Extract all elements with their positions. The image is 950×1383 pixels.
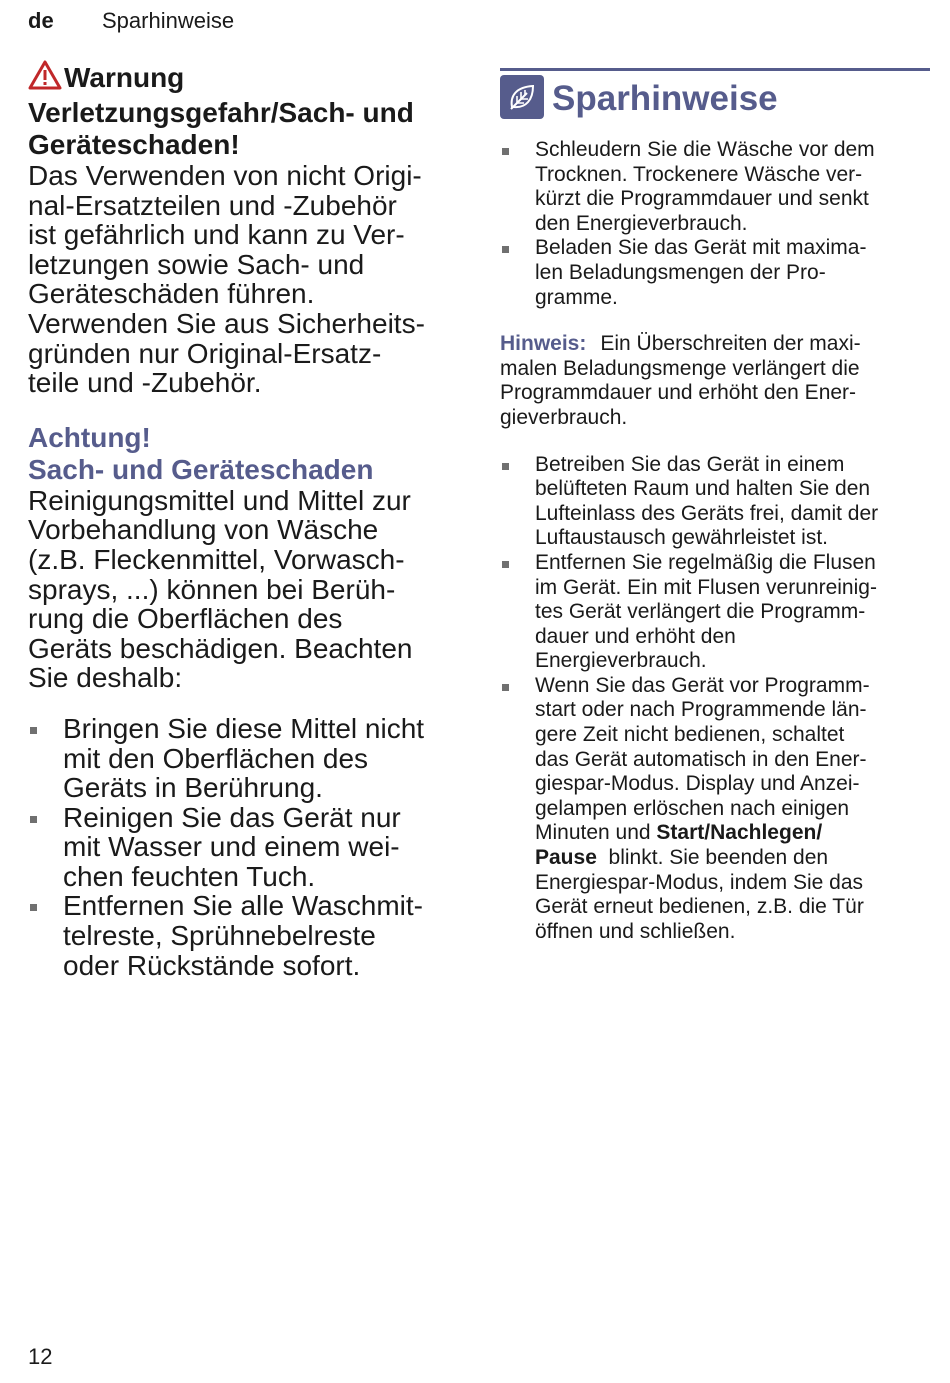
warning-heading xyxy=(28,60,468,161)
start-key-label: Start xyxy=(656,821,705,845)
text-line: Geräteschäden führen. xyxy=(28,278,315,310)
warning-text xyxy=(28,161,468,398)
text-line: Beladen Sie das Gerät mit maxima- xyxy=(535,236,867,260)
text-line: rung die Oberflächen des xyxy=(28,603,343,635)
text-line: Luftaustausch gewährleistet ist. xyxy=(535,526,828,550)
text-line: Gerät erneut bedienen, z.B. die Tür xyxy=(535,895,864,919)
text-line: chen feuchten Tuch. xyxy=(63,860,316,892)
section-heading xyxy=(500,68,930,121)
text-line: telreste, Sprühnebelreste xyxy=(63,920,376,952)
square-bullet-icon xyxy=(502,463,509,470)
list-item xyxy=(500,551,930,674)
text-line: (z.B. Fleckenmittel, Vorwasch- xyxy=(28,543,405,575)
language-code: de xyxy=(28,8,54,33)
text-line: Entfernen Sie regelmäßig die Flusen xyxy=(535,550,876,574)
text-line: ist gefährlich und kann zu Ver- xyxy=(28,219,405,251)
text-line: Sie deshalb: xyxy=(28,662,183,694)
text-line: mit Wasser und einem wei- xyxy=(63,831,400,863)
list-item xyxy=(500,236,930,310)
text-line: Lufteinlass des Geräts frei, damit der xyxy=(535,501,879,525)
warning-triangle-icon xyxy=(28,60,62,97)
slash: / xyxy=(704,821,711,845)
text-line: gere Zeit nicht bedienen, schaltet xyxy=(535,723,845,747)
text-line: Energiespar-Modus, indem Sie das xyxy=(535,870,864,894)
text-line: start oder nach Programmende län- xyxy=(535,698,867,722)
section-title: Sparhinweise xyxy=(552,79,778,118)
text-line: malen Beladungsmenge verlängert die xyxy=(500,356,860,380)
text-line: gieverbrauch. xyxy=(500,405,628,429)
square-bullet-icon xyxy=(502,561,509,568)
text-line: Entfernen Sie alle Waschmit- xyxy=(63,890,423,922)
caution-title: Achtung! xyxy=(28,421,151,453)
slash: / xyxy=(816,821,823,845)
text-line: Bringen Sie diese Mittel nicht xyxy=(63,712,425,744)
square-bullet-icon xyxy=(502,148,509,155)
text-line: tes Gerät verlängert die Programm- xyxy=(535,600,866,624)
square-bullet-icon xyxy=(502,246,509,253)
warning-title: Warnung xyxy=(64,62,185,93)
right-column xyxy=(500,68,930,944)
text-line: Schleudern Sie die Wäsche vor dem xyxy=(535,138,875,161)
text-line: giespar-Modus. Display und Anzei- xyxy=(535,772,860,796)
text-line: Trocknen. Trockenere Wäsche ver- xyxy=(535,162,863,186)
header-section-name: Sparhinweise xyxy=(102,8,235,33)
text-line: Wenn Sie das Gerät vor Programm- xyxy=(535,673,870,697)
list-item xyxy=(28,891,468,980)
leaf-icon xyxy=(500,75,544,119)
text-line: öffnen und schließen. xyxy=(535,919,736,943)
text-line: Energieverbrauch. xyxy=(535,649,707,673)
square-bullet-icon xyxy=(30,904,37,911)
hint-label: Hinweis: xyxy=(500,332,587,356)
text-line: nal-Ersatzteilen und -Zubehör xyxy=(28,189,397,221)
hint-note xyxy=(500,332,930,430)
left-column xyxy=(28,60,468,980)
caution-subtitle: Sach- und Geräteschaden xyxy=(28,453,374,485)
text-line: kürzt die Programmdauer und senkt xyxy=(535,187,869,211)
page-header xyxy=(28,8,235,34)
caution-list xyxy=(28,714,468,980)
text-line: Reinigungsmittel und Mittel zur xyxy=(28,484,411,516)
list-item xyxy=(500,138,930,236)
text-line: im Gerät. Ein mit Flusen verunreinig- xyxy=(535,575,877,599)
warning-block xyxy=(28,60,468,398)
text-line: mit den Oberflächen des xyxy=(63,742,369,774)
text-line: das Gerät automatisch in den Ener- xyxy=(535,747,867,771)
text-line: Das Verwenden von nicht Origi- xyxy=(28,160,422,191)
list-item xyxy=(28,714,468,803)
text-line: Vorbehandlung von Wäsche xyxy=(28,514,379,546)
nachlegen-key-label: Nachlegen xyxy=(710,821,817,845)
text-line: dauer und erhöht den xyxy=(535,624,736,648)
square-bullet-icon xyxy=(502,684,509,691)
text-line: Betreiben Sie das Gerät in einem xyxy=(535,452,845,476)
text-line: oder Rückstände sofort. xyxy=(63,949,361,981)
tips-list-1 xyxy=(500,138,930,310)
text-line: sprays, ...) können bei Berüh- xyxy=(28,573,396,605)
caution-block xyxy=(28,422,468,981)
text-line: gründen nur Original-Ersatz- xyxy=(28,337,382,369)
page-number: 12 xyxy=(28,1344,53,1369)
text-line: Programmdauer und erhöht den Ener- xyxy=(500,381,857,405)
text-line: gramme. xyxy=(535,285,618,309)
text-line: Minuten und xyxy=(535,821,657,845)
pause-key-label: Pause xyxy=(535,846,597,870)
text-line: Ein Überschreiten der maxi- xyxy=(600,332,861,356)
warning-subtitle-1: Verletzungsgefahr/Sach- und xyxy=(28,97,414,128)
text-line: Verwenden Sie aus Sicherheits- xyxy=(28,307,425,339)
text-line: belüfteten Raum und halten Sie den xyxy=(535,477,871,501)
caution-text xyxy=(28,486,468,693)
square-bullet-icon xyxy=(30,816,37,823)
text-line: Reinigen Sie das Gerät nur xyxy=(63,801,401,833)
text-line: Geräts in Berührung. xyxy=(63,772,323,804)
text-line: den Energieverbrauch. xyxy=(535,211,748,235)
list-item xyxy=(28,803,468,892)
tips-list-2 xyxy=(500,453,930,945)
caution-heading xyxy=(28,422,468,486)
warning-subtitle-2: Geräteschaden! xyxy=(28,129,240,160)
list-item xyxy=(500,674,930,945)
text-line: gelampen erlöschen nach einigen xyxy=(535,796,850,820)
text-line: letzungen sowie Sach- und xyxy=(28,248,365,280)
text-line: teile und -Zubehör. xyxy=(28,367,262,399)
text-line: Geräts beschädigen. Beachten xyxy=(28,632,413,664)
text-line: len Beladungsmengen der Pro- xyxy=(535,260,826,284)
list-item xyxy=(500,453,930,551)
text-line: blinkt. Sie beenden den xyxy=(596,846,829,870)
square-bullet-icon xyxy=(30,727,37,734)
